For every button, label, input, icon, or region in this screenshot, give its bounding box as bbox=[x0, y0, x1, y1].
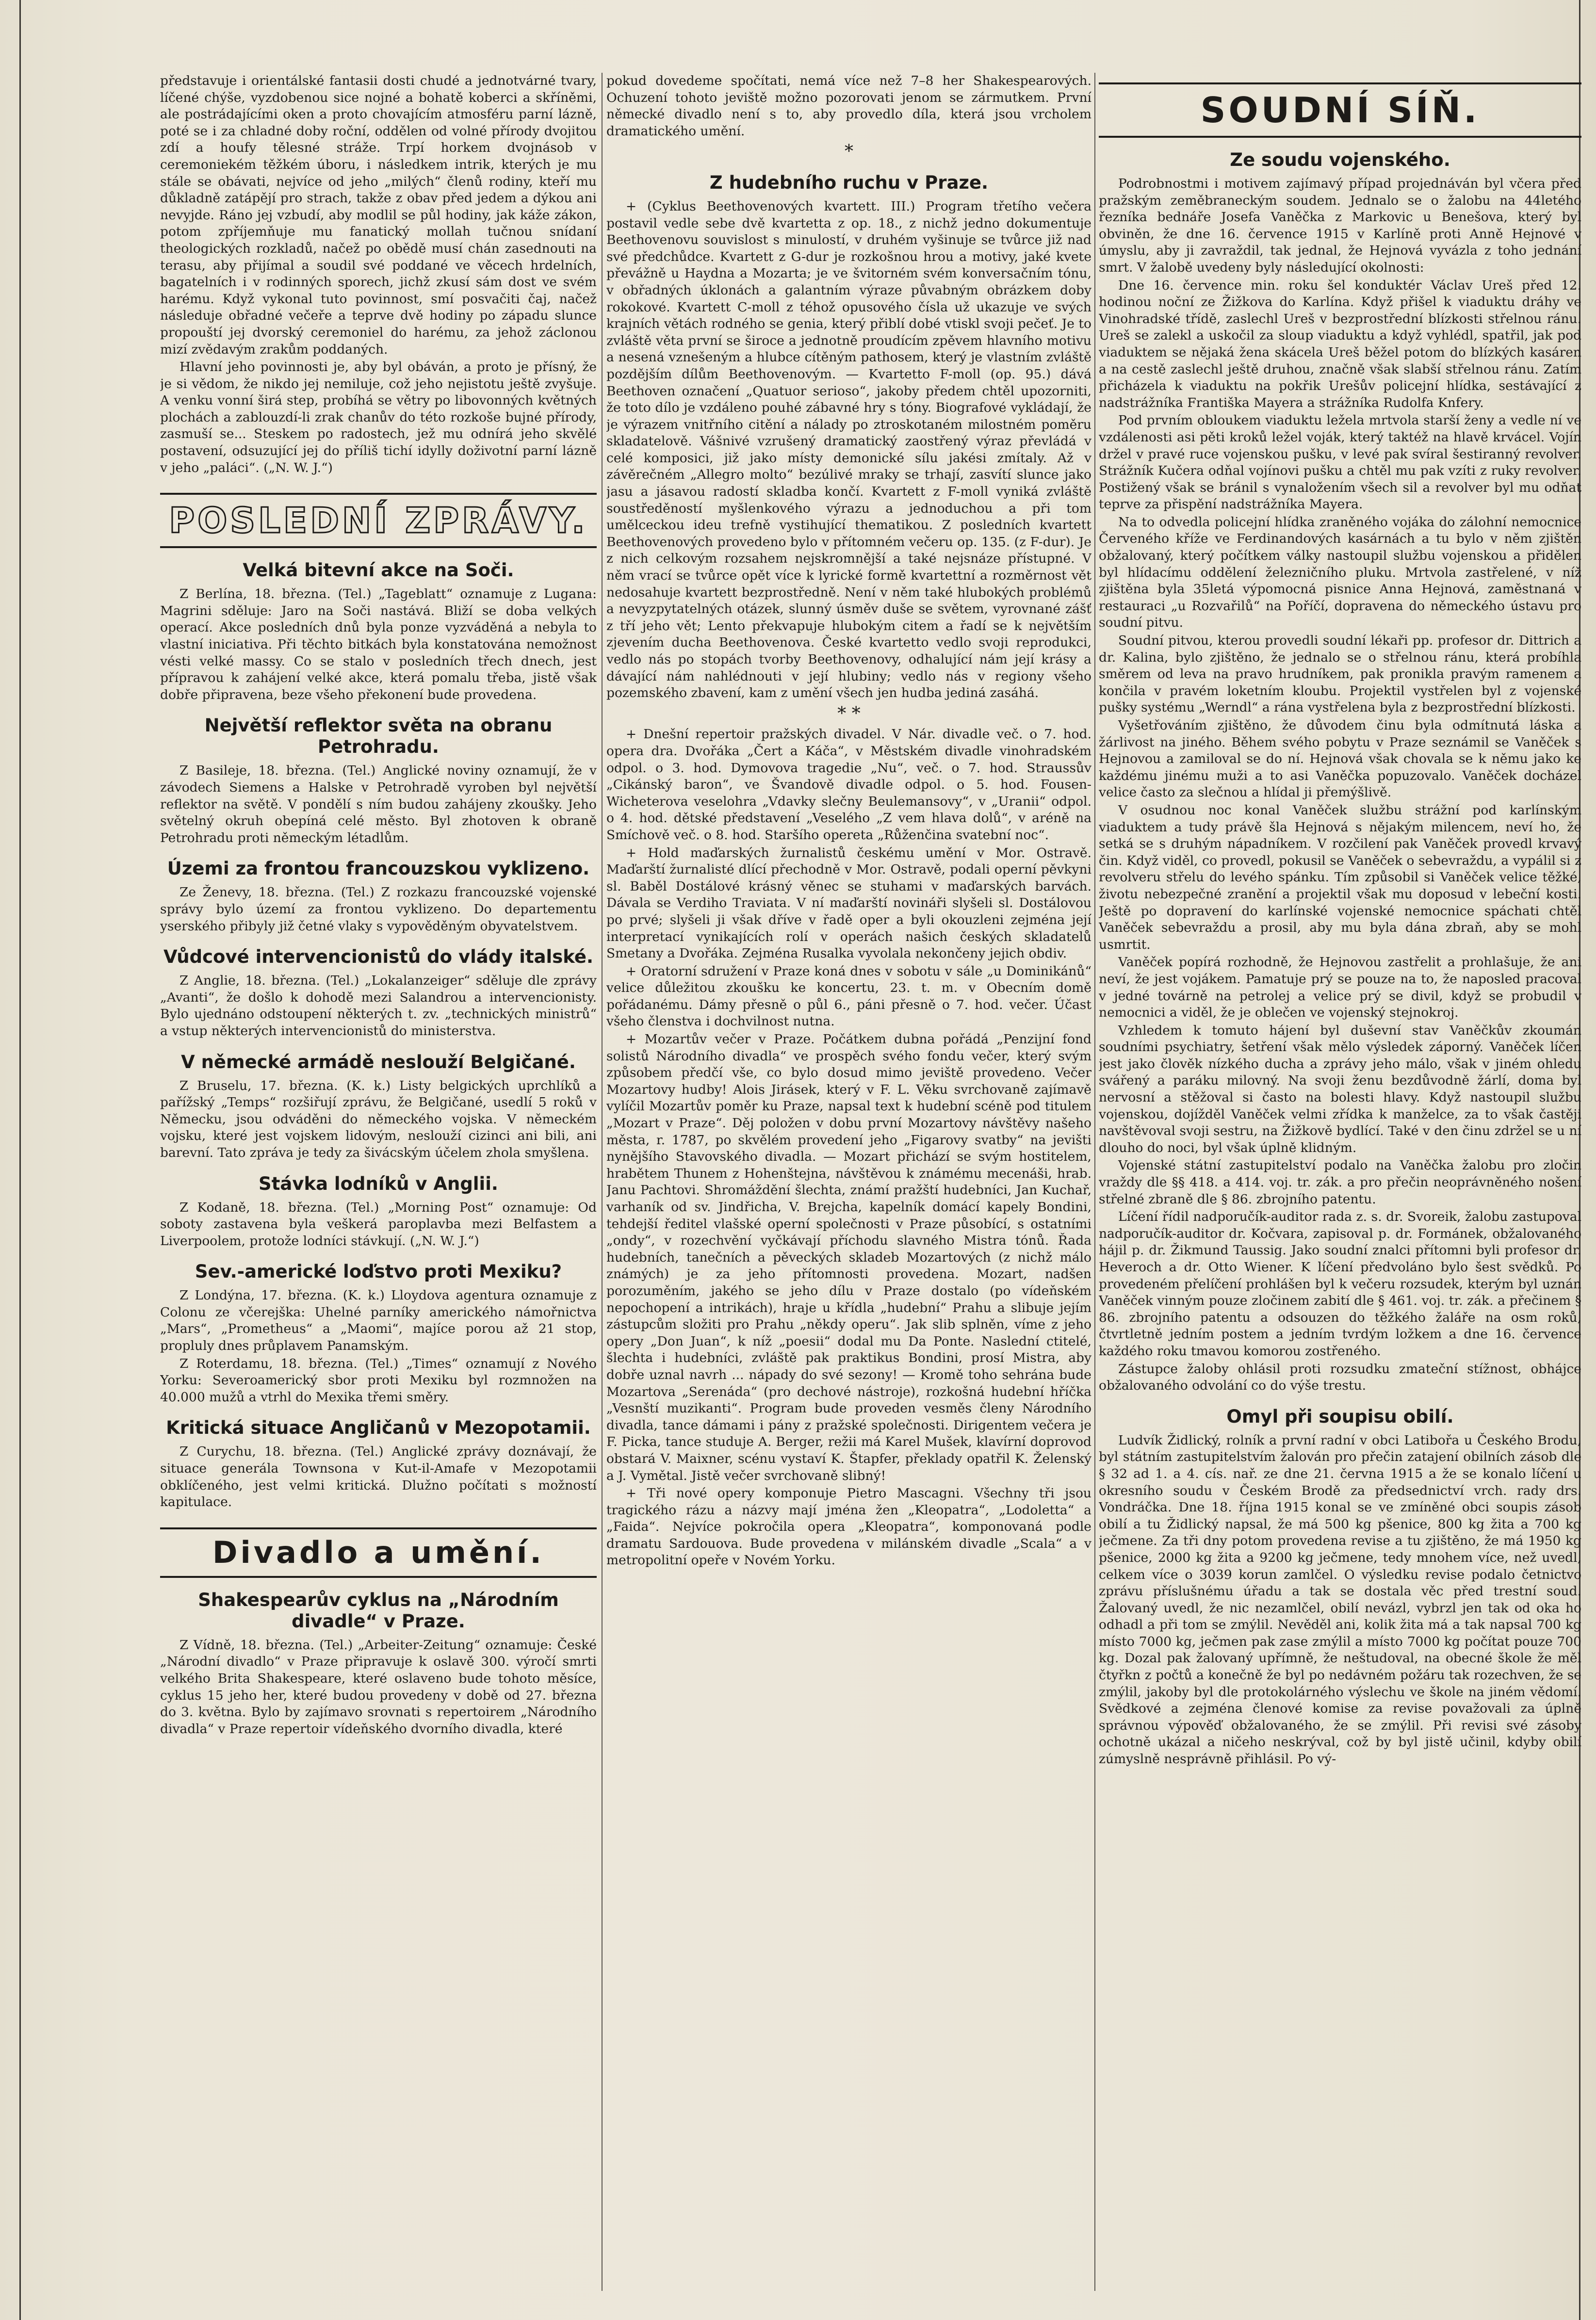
column-rule bbox=[602, 73, 603, 2291]
article-paragraph: + Tři nové opery komponuje Pietro Mascagni. Všechny tři jsou tragického rázu a názvy mají jména žen „Kleopatra“, „Lodoletta“ a „Faida“. Nejvíce pokročila opera „Kleopatra“, komponovaná podle dramatu Sardouova. Bude provedena v milánském divadle „Scala“ a v metropolitní opeře v Novém Yorku. bbox=[606, 1486, 1091, 1568]
article-paragraph: představuje i orientálské fantasii dosti chudé a jednotvárné tvary, líčené chýše, vyzdobenou sice nojné a bohatě koberci a skříněmi, ale postrádajícími oken a proto chovajícím atmosféru parní lázně, poté se i za chladné doby roční, oddělen od volné přírody dvojitou zdí a houfy tělesné stráže. Trpí horkem dvojnásob v ceremoniekém těžkém úboru, i následkem intrik, kterých je mu stále se obávati, nejvíce od jeho „milých“ členů rodiny, kteří mu důkladně zatápějí pro strach, takže z obav před jedem a dýkou ani nevyjde. Ráno jej vzbudí, aby modlil se půl hodiny, jak káže zákon, potom zpříjemňuje mu fanatický mollah tučnou snídaní theologických rozkladů, načež po obědě musí chán zasednouti na terasu, aby přijímal a soudil své poddané ve věcech hrdelních, bagatelních i v rodinných sporech, jichž zkusí sám dost ve svém harému. Když vykonal tuto povinnost, smí posvačiti čaj, načež následuje obřadné večeře a teprve dvě hodiny po západu slunce propouští jej dvorský ceremoniel do harému, za jehož záclonou mizí zvědavým zrakům poddaných. bbox=[160, 73, 597, 357]
column-rule bbox=[1094, 73, 1095, 2291]
article-paragraph: Soudní pitvou, kterou provedli soudní lékaři pp. profesor dr. Dittrich a dr. Kalina, bylo zjištěno, že jednalo se o střelnou ránu, která probíhla směrem od leva na pravo hrudníkem, pak pronikla pravým ramenem a končila v pravém loketním kloubu. Projektil vystřelen byl z vojenské pušky systému „Werndl“ a rána vystřelena byla z bezprostřední blízkosti. bbox=[1099, 633, 1581, 715]
article-paragraph: Vaněček popírá rozhodně, že Hejnovou zastřelit a prohlašuje, že ani neví, že jest vojákem. Pamatuje prý se pouze na to, že naposled pracoval v jedné továrně na petrolej a velice prý se divil, když se probudil v nemocnici a viděl, že je oblečen ve vojenský stejnokroj. bbox=[1099, 955, 1581, 1021]
section-divider: * bbox=[845, 142, 853, 162]
article-headline: Sev.-americké loďstvo proti Mexiku? bbox=[195, 1261, 562, 1282]
page-edge-left bbox=[19, 0, 21, 2320]
article-paragraph: + (Cyklus Beethovenových kvartett. III.) Program třetího večera postavil vedle sebe dvě kvartetta z op. 18., z nichž jedno dokumentuje Beethovenovu souvislost s minulostí, v druhém vyšinuje se tvůrce již nad své předchůdce. Kvartett z G-dur je rozkošnou hrou a motivy, jaké kvete převážně u Haydna a Mozarta; je ve švitorném svém konversačním tónu, v obřadných úklonách a galantním výraze půvabným obrázkem doby rokokové. Kvartett C-moll z téhož opusového čísla už ukazuje ve svých krajních větách rodného se genia, který přiblí dobé vtiskl svoji pečeť. Je to zvláště věta první se široce a jednotně proudícím zpěvem hlavního motivu a nesená vznešeným a hlubce cítěným pathosem, který je vlastním zvláště pozdějším dílům Beethovenovým. — Kvartetto F-moll (op. 95.) dává Beethoven označení „Quatuor serioso“, jakoby předem chtěl upozorniti, že toto dílo je vzdáleno pouhé zábavné hry s tóny. Biografové vykládají, že je výrazem vnitřního citění a nálady po ztroskotaném milostném poměru skladatelově. Vášnivé vzrušený dramatický zaostřený výraz převládá v celé komposici, již jako místy demonické sílu jakési zmítaly. Až v závěrečném „Allegro molto“ bezúlivé mraky se trhají, zasvítí slunce jako jasu a jásavou radostí skladba končí. Kvartett z F-moll vyniká zvláště soustředěností myšlenkového výrazu a jednoduchou a při tom umělceckou ideu trefně vystihující thematikou. Z posledních kvartett Beethovenových provedeno bylo v přítomném večeru op. 135. (z F-dur). Je z nich celkovým rozsahem nejskromnější a také nejsnáze přístupné. V něm vrací se tvůrce opět více k lyrické formě kvartettní a rozměrnost vět nedosahuje kvartett bezprostředně. Není v něm také hlubokých problémů a nevyzpytatelných otázek, slunný úsměv duše se světem, vyrovnané zášť z tří jeho vět; Lento překvapuje hlubokým citem a řadí se k největším zjevením ducha Beethovenova. České kvartetto vedlo svoji reprodukci, vedlo nás po stopách tvorby Beethovenovy, odhalující nám její krásy a dávající nám nahlédnouti v její hlubiny; vedlo nás v regiony všeho pozemského zbavení, kam z umění všech jen hudba jediná zasáhá. bbox=[606, 198, 1091, 701]
article-paragraph: Zástupce žaloby ohlásil proti rozsudku zmateční stížnost, obhájce obžalovaného odvolání co do výše trestu. bbox=[1099, 1361, 1581, 1394]
column-left bbox=[160, 73, 597, 2291]
article-paragraph: Ludvík Židlický, rolník a první radní v obci Latibořa u Českého Brodu, byl státním zastupitelstvím žalován pro přečin zatajení obilních zásob dle § 32 ad 1. a 4. cís. nař. ze dne 21. června 1915 a že se konalo líčení u okresního soudu v Českém Brodě za předsednictví vrch. rady drs. Vondráčka. Dne 18. října 1915 konal se ve zmíněné obci soupis zásob obilí a tu Židlický napsal, že má 500 kg pšenice, 800 kg žita a 700 kg ječmene. Za tři dny potom provedena revise a tu zjištěno, že má 1950 kg pšenice, 2000 kg žita a 9200 kg ječmene, tedy mnohem více, než uvedl, celkem více o 3039 korun zamlčel. O výsledku revise podalo četnictvo zprávu příslušnému úřadu a tak se dostala věc před trestní soud. Žalovaný uvedl, že nic nezamlčel, obilí nevázl, vybrzl jen tak od oka ho odhadl a při tom se zmýlil. Nevěděl ani, kolik žita má a tak napsal 700 kg místo 7000 kg, ječmen pak zase zmýlil a místo 7000 kg počítat pouze 700 kg. Dozal pak žalovaný upřímně, že neštudoval, na obecné škole že měl čtyřkn z počtů a konečně že byl po nedávném požáru tak rozechven, že se zmýlil, jakoby byl dle protokolárného výslechu ve škole na jiném vědomí. Svědkové a zejména členové komise za revise považovali za úplně správnou výpověď obžalovaného, že se zmýlil. Při revisi své zásoby ochotně ukázal a ničeho neskrýval, což by byl jistě učinil, kdyby obilí zúmyslně nesprávně přihlásil. Po vý- bbox=[1099, 1432, 1581, 1767]
article-paragraph: Pod prvním obloukem viaduktu ležela mrtvola starší ženy a vedle ní ve vzdálenosti asi pěti kroků ležel voják, který taktéž na hlavě krvácel. Vojín držel v pravé ruce vojenskou pušku, v levé pak svíral šestiranný revolver. Strážník Kučera odňal vojínovi pušku a chtěl mu pak vzíti z ruky revolver. Postižený však se bránil s vynaložením všech sil a revolver byl mu odňat teprve za přispění nadstrážníka Mayera. bbox=[1099, 413, 1581, 512]
article-headline: Stávka lodníků v Anglii. bbox=[259, 1173, 498, 1194]
article-headline: Omyl při soupisu obilí. bbox=[1226, 1406, 1454, 1427]
column-middle bbox=[606, 73, 1091, 2291]
article-headline: Největší reflektor světa na obranu Petrohradu. bbox=[204, 715, 553, 758]
article-paragraph: pokud dovedeme spočítati, nemá více než 7–8 her Shakespearových. Ochuzení tohoto jeviště možno pozorovati jenom se zármutkem. První německé divadlo není s to, aby provedlo díla, která jsou vrcholem dramatického umění. bbox=[606, 73, 1091, 139]
column-right bbox=[1099, 73, 1581, 2291]
article-paragraph: Z Berlína, 18. března. (Tel.) „Tageblatt“ oznamuje z Lugana: Magrini sděluje: Jaro na Soči nastává. Bliží se doba velkých operací. Akce posledních dnů byla ponze vyzváděná a nebyla to vlastní iniciativa. Při těchto bitkách byla konstatována nemožnost vésti velké massy. Co se stalo v posledních třech dnech, jest přípravou k zahájení velké akce, která pomalu třeba, jistě však dobře připravena, beze všeho překonení bude provedena. bbox=[160, 586, 597, 702]
article-paragraph: + Hold maďarských žurnalistů českému umění v Mor. Ostravě. Maďarští žurnalisté dlící přechodně v Mor. Ostravě, podali operní pěvkyni sl. Baběl Dostálové krásný věnec se stuhami v maďarských barvách. Dávala se Verdiho Traviata. V ní maďarští novináři slyšeli sl. Dostálovou po prvé; slyšeli ji však dříve v řadě oper a byli okouzleni zejména její interpretací vynikajících rolí v operách našich českých skladatelů Smetany a Dvořáka. Zejména Rusalka vyvolala nekončeny jejich obdiv. bbox=[606, 845, 1091, 961]
article-paragraph: Hlavní jeho povinnosti je, aby byl obáván, a proto je přísný, že je si vědom, že nikdo jej nemiluje, což jeho nejistotu ještě zvyšuje. A venku vonní širá step, probíhá se větry po libovonných květných plochách a zablouzdí-li zrak chanův do této rozkoše bujné přírody, zasmuší se... Steskem po radostech, jež mu odnírá jeho skvělé postavení, odsuzující jej do příliš tichí idylly doživotní parní lázně v jeho „paláci“. („N. W. J.“) bbox=[160, 359, 597, 475]
article-headline: Vůdcové intervencionistů do vlády italské. bbox=[163, 946, 594, 968]
article-paragraph: Z Curychu, 18. března. (Tel.) Anglické zprávy doznávají, že situace generála Townsona v Kut-il-Amafe v Mezopotamii obklíčeného, jest velmi kritická. Dlužno počítati s možností kapitulace. bbox=[160, 1444, 597, 1510]
article-paragraph: Z Roterdamu, 18. března. (Tel.) „Times“ oznamují z Nového Yorku: Severoamerický sbor proti Mexiku byl rozmnožen na 40.000 mužů a vtrhl do Mexika třemi směry. bbox=[160, 1356, 597, 1405]
section-divider: * * bbox=[837, 703, 861, 724]
article-paragraph: Vyšetřováním zjištěno, že důvodem činu byla odmítnutá láska a žárlivost na jiného. Během svého pobytu v Praze seznámil se Vaněček s Hejnovou a zamiloval se do ní. Hejnová však chovala se k němu jako ke každému jinému muži a to asi Vaněčka popuzovalo. Vaněček docházel velice často za slečnou a hlídal ji přemýšlivě. bbox=[1099, 718, 1581, 800]
article-paragraph: + Dnešní repertoir pražských divadel. V Nár. divadle več. o 7. hod. opera dra. Dvořáka „Čert a Káča“, v Městském divadle vinohradském odpol. o 3. hod. Dymovova tragedie „Nu“, več. o 7. hod. Straussův „Cikánský baron“, ve Švandově divadle odpol. o 5. hod. Fousen-Wicheterova veselohra „Vdavky slečny Beulemansovy“, v „Uranii“ odpol. o 4. hod. dětské představení „Veselého „Z vem hlava dolů“, v aréně na Smíchově več. o 8. hod. Staršího opereta „Růženčina svatební noc“. bbox=[606, 727, 1091, 843]
article-paragraph: Vzhledem k tomuto hájení byl duševní stav Vaněčkův zkoumán soudními psychiatry, šetření však mělo výsledek záporný. Vaněček líčen jest jako člověk nízkého ducha a zprávy jeho málo, však v jiném ohledu svářený a paráku milovný. Na svoji ženu bezdůvodně žárlí, doma byl nervosní a stěžoval si často na bolesti hlavy. Když nastoupil službu vojenskou, dojížděl Vaněček velmi zřídka k manželce, za to však častěji navštěvoval svoji sestru, na Žižkově bydlící. Také v den činu zdržel se u ní dlouho do noci, byl však úplně klidným. bbox=[1099, 1022, 1581, 1155]
article-paragraph: Z Bruselu, 17. března. (K. k.) Listy belgických uprchlíků a pařížský „Temps“ rozšiřují zprávu, že Belgičané, usedlí 5 roků v Německu, jsou odváděni do německého vojska. V německém vojsku, které jest vojskem lidovým, neslouží cizinci ani bili, ani barevní. Tato zpráva je tedy za šivácským účelem zhola smyšlena. bbox=[160, 1078, 597, 1160]
section-banner-court: SOUDNÍ SÍŇ. bbox=[1099, 82, 1581, 138]
article-headline: Z hudebního ruchu v Praze. bbox=[709, 172, 989, 193]
article-paragraph: Ze Ženevy, 18. března. (Tel.) Z rozkazu francouzské vojenské správy bylo území za frontou vyklizeno. Do departementu yserského přibyly již četné vlaky s vypověděným obyvatelstvem. bbox=[160, 885, 597, 934]
article-paragraph: Z Anglie, 18. března. (Tel.) „Lokalanzeiger“ sděluje dle zprávy „Avanti“, že došlo k dohodě mezi Salandrou a intervencionisty. Bylo ujednáno odstoupení některých t. zv. „technických ministrů“ a vstup některých intervencionistů do ministerstva. bbox=[160, 973, 597, 1038]
article-paragraph: V osudnou noc konal Vaněček službu strážní pod karlínským viaduktem a tudy právě šla Hejnová s nějakým milencem, neví ho, že setká se s druhým nápadníkem. V rozčilení pak Vaněček provedl krvavý čin. Když viděl, co provedl, pokusil se Vaněček o sebevraždu, a vypálil si z revolveru střelu do levého spánku. Tím způsobil si Vaněček velice těžké, životu nebezpečné zranění a projektil však mu doposud v lebeční kosti. Ještě po dopravení do karlínské vojenské nemocnice spáchati chtěl Vaněček sebevraždu a prosil, aby mu byla dána zbraň, aby se mohl usmrtit. bbox=[1099, 802, 1581, 952]
article-paragraph: Z Vídně, 18. března. (Tel.) „Arbeiter-Zeitung“ oznamuje: České „Národní divadlo“ v Praze připravuje k oslavě 300. výročí smrti velkého Brita Shakespeare, které oslaveno bude tohoto měsíce, cyklus 15 jeho her, které budou provedeny v době od 27. března do 3. května. Bylo by zajímavo srovnati s repertoirem „Národního divadla“ v Praze repertoir vídeňského dvorního divadla, které bbox=[160, 1637, 597, 1736]
article-paragraph: Z Basileje, 18. března. (Tel.) Anglické noviny oznamují, že v závodech Siemens a Halske v Petrohradě vyroben byl největší reflektor na světě. V pondělí s ním budou zahájeny zkoušky. Jeho světelný okruh obepíná celé město. Byl zhotoven k obraně Petrohradu proti německým létadlům. bbox=[160, 763, 597, 845]
article-paragraph: Líčení řídil nadporučík-auditor rada z. s. dr. Svoreik, žalobu zastupoval nadporučík-auditor dr. Kočvara, zapisoval p. dr. Formánek, obžalovaného hájil p. dr. Žikmund Taussig. Jako soudní znalci přítomni byli profesor dr. Heveroch a dr. Otto Wiener. K líčení předvoláno bylo šest svědků. Po provedeném přelíčení prohlášen byl k večeru rozsudek, kterým byl uznán Vaněček vinným pouze zločinem zabití dle § 461. voj. tr. zák. a přečinem § 86. zbrojního patentu a odsouzen do těžkého žaláře na osm roků, čtvrtletně jedním postem a jedním tvrdým ložkem a dne 16. července každého roku tmavou komorou zostřeného. bbox=[1099, 1209, 1581, 1359]
article-paragraph: + Oratorní sdružení v Praze koná dnes v sobotu v sále „u Dominikánů“ velice důležitou zkoušku ke koncertu, 23. t. m. v Obecním domě pořádanému. Dámy přesně o půl 6., páni přesně o 7. hod. večer. Účast všeho členstva i dochvilnost nutna. bbox=[606, 963, 1091, 1029]
article-paragraph: Dne 16. července min. roku šel konduktér Václav Ureš před 12. hodinou noční ze Žižkova do Karlína. Když přišel k viaduktu dráhy ve Vinohradské třídě, zaslechl Ureš v bezprostřední blízkosti střelnou ránu. Ureš se zalekl a uskočil za sloup viaduktu a když vyhlédl, spatřil, jak pod viaduktem se nějaká žena skácela Ureš běžel potom do blízkých kasáren a na cestě zaslechl ještě druhou, značně však slabší střelnou ránu. Zatím přicházela k viaduktu na pokřik Urešův policejní hlídka, sestávající z nadstrážníka Františka Mayera a strážníka Rudolfa Knfery. bbox=[1099, 277, 1581, 410]
section-banner-theatre: Divadlo a umění. bbox=[160, 1527, 597, 1578]
article-paragraph: Podrobnostmi i motivem zajímavý případ projednáván byl včera před pražským zeměbraneckým soudem. Jednalo se o žalobu na 44letého řezníka bednáře Josefa Vaněčka z Markovic u Benešova, který byl obviněn, že dne 16. července 1915 v Karlíně proti Anně Hejnové v úmyslu, aby ji zavraždil, tak jednal, že Hejnová vyvázla z toho jednání smrt. V žalobě uvedeny byly následující okolnosti: bbox=[1099, 176, 1581, 275]
article-paragraph: Vojenské státní zastupitelství podalo na Vaněčka žalobu pro zločin vraždy dle §§ 418. a 414. voj. tr. zák. a pro přečin neoprávněného nošení střelné zbraně dle § 86. zbrojního patentu. bbox=[1099, 1158, 1581, 1207]
article-paragraph: Z Kodaně, 18. března. (Tel.) „Morning Post“ oznamuje: Od soboty zastavena byla veškerá paroplavba mezi Belfastem a Liverpoolem, protože lodníci stávkují. („N. W. J.“) bbox=[160, 1200, 597, 1249]
article-headline: Ze soudu vojenského. bbox=[1230, 149, 1450, 170]
section-banner-last-news: POSLEDNÍ ZPRÁVY. bbox=[160, 493, 597, 548]
article-headline: Velká bitevní akce na Soči. bbox=[243, 560, 514, 581]
article-headline: Shakespearův cyklus na „Národním divadle“ v Praze. bbox=[198, 1589, 559, 1632]
article-headline: Územi za frontou francouzskou vyklizeno. bbox=[167, 858, 590, 879]
article-headline: Kritická situace Angličanů v Mezopotamii. bbox=[166, 1417, 591, 1439]
article-paragraph: + Mozartův večer v Praze. Počátkem dubna pořádá „Penzijní fond solistů Národního divadla“ ve prospěch svého fondu večer, který svým způsobem předčí vše, co bylo dosud mimo jeviště provedeno. Večer Mozartovy hudby! Alois Jirásek, který v F. L. Věku svrchovaně zajímavě vylíčil Mozartův poměr ku Praze, napsal text k hudební scéně pod titulem „Mozart v Praze“. Děj položen v dobu první Mozartovy návštěvy našeho města, r. 1787, po skvělém provedení jeho „Figarovy svatby“ na jevišti nynějšího Stavovského divadla. — Mozart přichází se svým hostitelem, hrabětem Thunem z Hohenštejna, návštěvou k známému mecenáši, hrab. Janu Pachtovi. Shromáždění šlechta, známí pražští hudebníci, Jan Kuchař, varhaník od sv. Jindřicha, V. Brejcha, kapelník domácí kapely Bondini, tehdejší ředitel vlašské operní společnosti v Praze působící, s ostatními „ondy“, v rozechvění vyčkávají příchodu slavného Mistra tónů. Řada hudebních, tanečních a pěveckých skladeb Mozartových (z nichž málo známých) je za jeho přítomnosti provedena. Mozart, nadšen porozuměním, jakého se jeho dílu v Praze dostalo (po vídeňském nepochopení a intrikách), hraje u křídla „hudební“ Prahu a slibuje jejím zástupcům složiti pro Prahu „někdy operu“. Jak slib splněn, víme z jeho opery „Don Juan“, k níž „poesii“ dodal mu Da Ponte. Naslední ctitelé, šlechta i hudebníci, zvláště pak praktikus Bondini, prosí Mistra, aby dobře uznal navrh ... nápady do své sezony! — Kromě toho sehrána bude Mozartova „Serenáda“ (pro dechové nástroje), rozkošná hudební hříčka „Vesnští muzikanti“. Program bude proveden vesměs členy Národního divadla, tance dámami i pány z pražské společnosti. Dirigentem večera je F. Picka, tance studuje A. Berger, režii má Karel Mušek, klavírní doprovod obstará V. Maixner, scénu vystaví K. Štapfer, překlady opatřil K. Želenský a J. Vymětal. Jistě večer svrchovaně slibný! bbox=[606, 1032, 1091, 1483]
article-paragraph: Na to odvedla policejní hlídka zraněného vojáka do zálohní nemocnice Červeného kříže ve Ferdinandových kasárnách a tu bylo v něm zjištěn obžalovaný, který počítkem války nastoupil službu vojenskou a přidělen byl hlídacímu oddělení železničního pluku. Mrtvola zastřelené, v níž zjištěna byla 35letá výpomocná pisnice Anna Hejnová, zaměstnaná v restauraci „u Rozvařilů“ na Poříčí, dopravena do německého ústavu pro soudní pitvu. bbox=[1099, 514, 1581, 631]
article-headline: V německé armádě neslouží Belgičané. bbox=[181, 1051, 576, 1072]
article-paragraph: Z Londýna, 17. března. (K. k.) Lloydova agentura oznamuje z Colonu ze včerejška: Uhelné parníky amerického námořnictva „Mars“, „Prometheus“ a „Maomi“, majíce porou až 21 stop, propluly dnes průplavem Panamským. bbox=[160, 1288, 597, 1354]
